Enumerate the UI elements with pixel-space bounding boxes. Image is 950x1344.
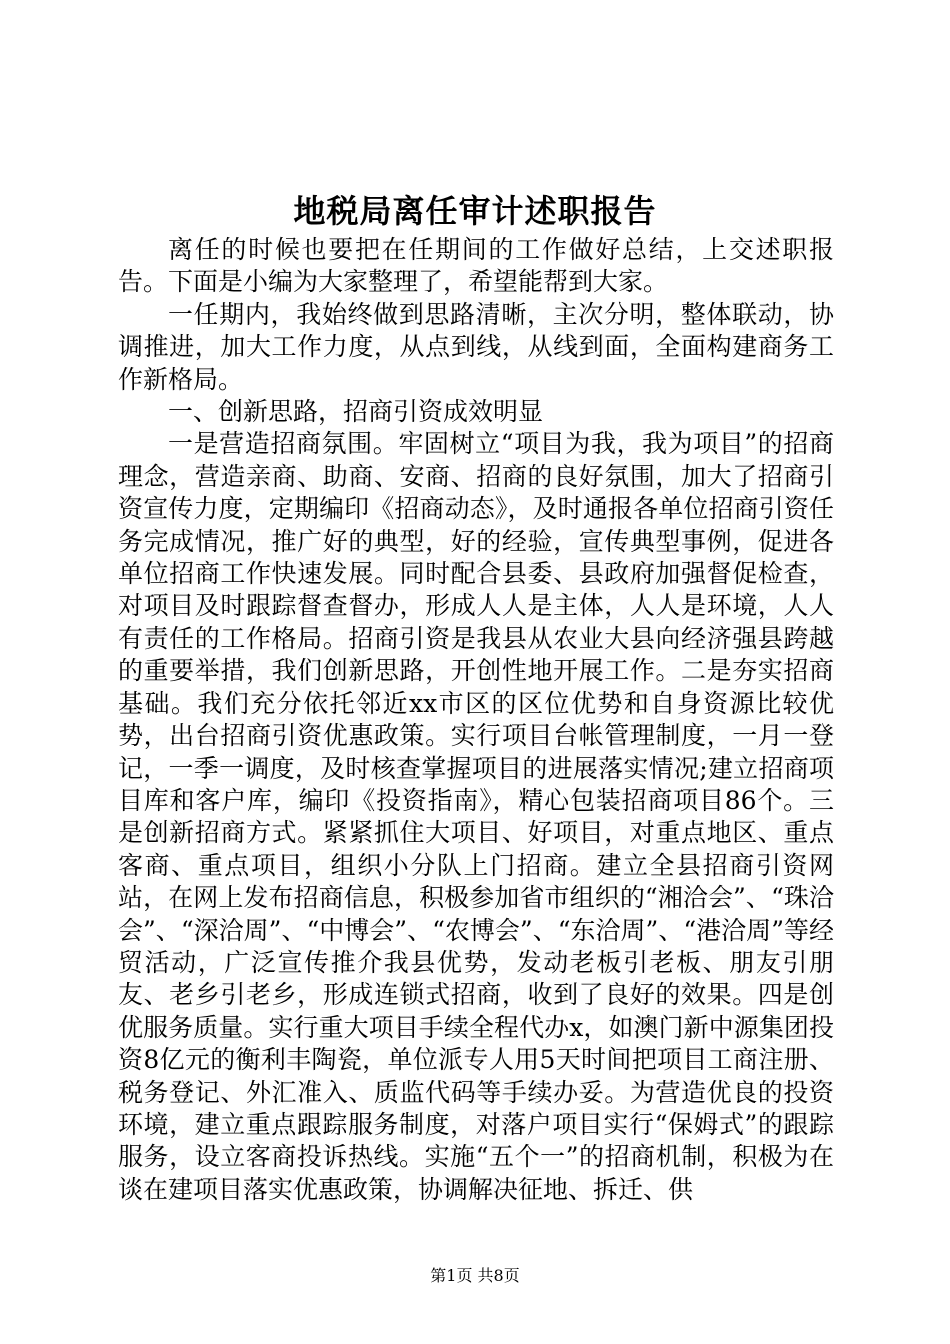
section-heading: 一、创新思路，招商引资成效明显: [168, 397, 544, 427]
paragraph-investment: 一是营造招商氛围。牢固树立“项目为我，我为项目”的招商理念，营造亲商、助商、安商、招商的良好氛围，加大了招商引资宣传力度，定期编印《招商动态》，及时通报各单位招商引资任务完成情况，推广好的典型，好的经验，宣传典型事例，促进各单位招商工作快速发展。同时配合县委、县政府加强督促检查，对项目及时跟踪督查督办，形成人人是主体，人人是环境，人人有责任的工作格局。招商引资是我县从农业大县向经济强县跨越的重要举措，我们创新思路，开创性地开展工作。二是夯实招商基础。我们充分依托邻近xx市区的区位优势和自身资源比较优势，出台招商引资优惠政策。实行项目台帐管理制度，一月一登记，一季一调度，及时核查掌握项目的进展落实情况;建立招商项目库和客户库，编印《投资指南》，精心包装招商项目86个。三是创新招商方式。紧紧抓住大项目、好项目，对重点地区、重点客商、重点项目，组织小分队上门招商。建立全县招商引资网站，在网上发布招商信息，积极参加省市组织的“湘洽会”、“珠洽会”、“深洽周”、“中博会”、“农博会”、“东洽周”、“港洽周”等经贸活动，广泛宣传推介我县优势，发动老板引老板、朋友引朋友、老乡引老乡，形成连锁式招商，收到了良好的效果。四是创优服务质量。实行重大项目手续全程代办x，如澳门新中源集团投资8亿元的衡利丰陶瓷，单位派专人用5天时间把项目工商注册、税务登记、外汇准入、质监代码等手续办妥。为营造优良的投资环境，建立重点跟踪服务制度，对落户项目实行“保姆式”的跟踪服务，设立客商投诉热线。实施“五个一”的招商机制，积极为在谈在建项目落实优惠政策，协调解决征地、拆迁、供: [118, 429, 834, 1204]
document-body: [118, 234, 834, 1206]
paragraph-intro: 离任的时候也要把在任期间的工作做好总结，上交述职报告。下面是小编为大家整理了，希望能帮到大家。: [118, 235, 834, 297]
document-title: 地税局离任审计述职报告: [293, 192, 657, 230]
page-footer: 第1页 共8页: [430, 1266, 520, 1285]
paragraph-overview: 一任期内，我始终做到思路清晰，主次分明，整体联动，协调推进，加大工作力度，从点到线，从线到面，全面构建商务工作新格局。: [118, 299, 834, 394]
